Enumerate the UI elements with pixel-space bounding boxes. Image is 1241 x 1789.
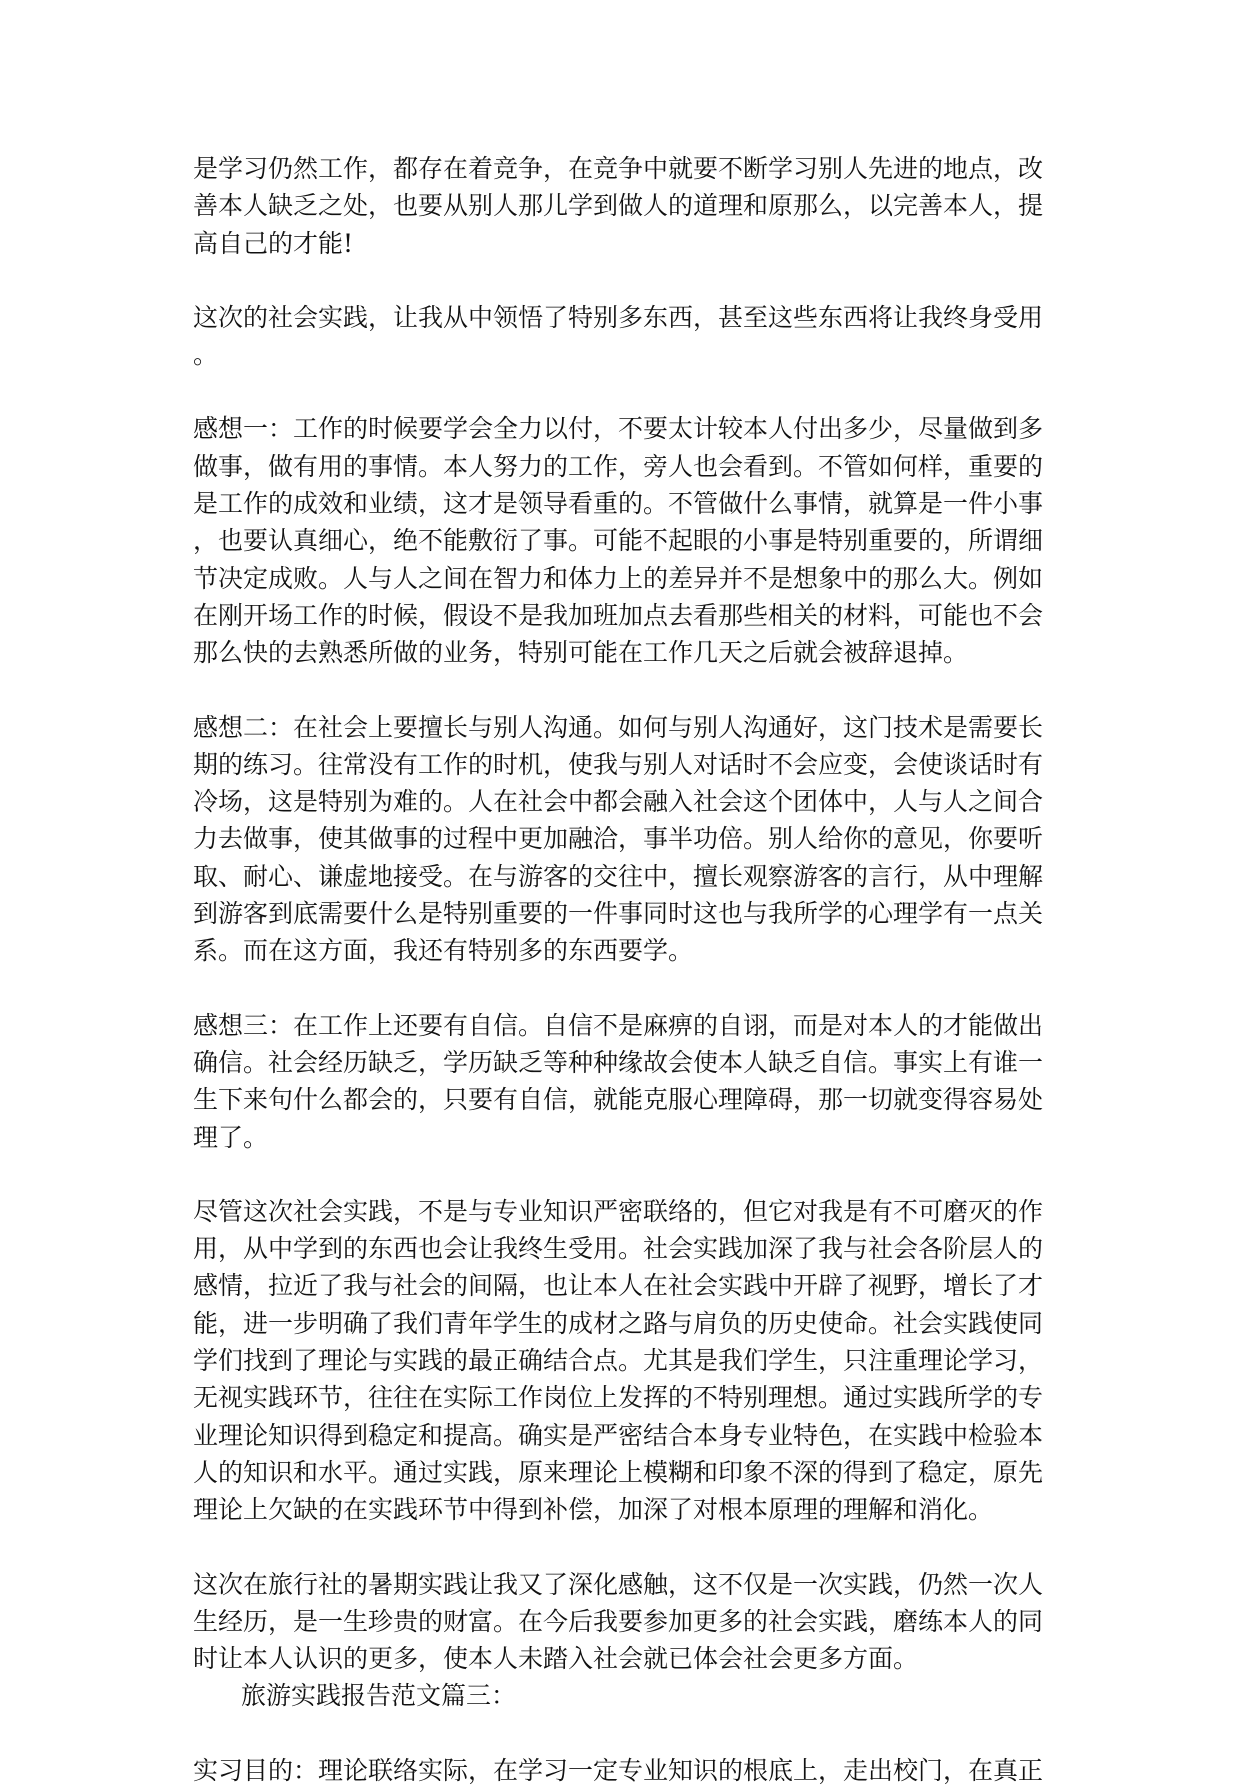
paragraph-reflection-three: 感想三：在工作上还要有自信。自信不是麻痹的自诩，而是对本人的才能做出确信。社会经历缺乏，学历缺乏等种种缘故会使本人缺乏自信。事实上有谁一生下来句什么都会的，只要有自信，就能克服心理障碍，那一切就变得容易处理了。 [193,1010,1044,1152]
paragraph-intro-continued: 是学习仍然工作，都存在着竞争，在竞争中就要不断学习别人先进的地点，改善本人缺乏之处，也要从别人那儿学到做人的道理和原那么，以完善本人，提高自己的才能! [193,154,1044,258]
paragraph-conclusion: 这次在旅行社的暑期实践让我又了深化感触，这不仅是一次实践，仍然一次人生经历，是一生珍贵的财富。在今后我要参加更多的社会实践，磨练本人的同时让本人认识的更多，使本人未踏入社会就已体会社会更多方面。 [193,1569,1044,1674]
paragraph-social-practice: 这次的社会实践，让我从中领悟了特别多东西，甚至这些东西将让我终身受用。 [193,302,1044,370]
document-page [193,150,1043,1789]
paragraph-reflection-two: 感想二：在社会上要擅长与别人沟通。如何与别人沟通好，这门技术是需要长期的练习。往常没有工作的时机，使我与别人对话时不会应变，会使谈话时有冷场，这是特别为难的。人在社会中都会融入社会这个团体中，人与人之间合力去做事，使其做事的过程中更加融洽，事半功倍。别人给你的意见，你要听取、耐心、谦虚地接受。在与游客的交往中，擅长观察游客的言行，从中理解到游客到底需要什么是特别重要的一件事同时这也与我所学的心理学有一点关系。而在这方面，我还有特别多的东西要学。 [193,712,1044,966]
paragraph-reflection-one: 感想一：工作的时候要学会全力以付，不要太计较本人付出多少，尽量做到多做事，做有用的事情。本人努力的工作，旁人也会看到。不管如何样，重要的是工作的成效和业绩，这才是领导看重的。不管做什么事情，就算是一件小事，也要认真细心，绝不能敷衍了事。可能不起眼的小事是特别重要的，所谓细节决定成败。人与人之间在智力和体力上的差异并不是想象中的那么大。例如在刚开场工作的时候，假设不是我加班加点去看那些相关的材料，可能也不会那么快的去熟悉所做的业务，特别可能在工作几天之后就会被辞退掉。 [193,414,1044,668]
paragraph-summary: 尽管这次社会实践，不是与专业知识严密联络的，但它对我是有不可磨灭的作用，从中学到的东西也会让我终生受用。社会实践加深了我与社会各阶层人的感情，拉近了我与社会的间隔，也让本人在社会实践中开辟了视野，增长了才能，进一步明确了我们青年学生的成材之路与肩负的历史使命。社会实践使同学们找到了理论与实践的最正确结合点。尤其是我们学生，只注重理论学习，无视实践环节，往往在实际工作岗位上发挥的不特别理想。通过实践所学的专业理论知识得到稳定和提高。确实是严密结合本身专业特色，在实践中检验本人的知识和水平。通过实践，原来理论上模糊和印象不深的得到了稳定，原先理论上欠缺的在实践环节中得到补偿，加深了对根本原理的理解和消化。 [193,1196,1044,1525]
paragraph-internship-purpose: 实习目的：理论联络实际，在学习一定专业知识的根底上，走出校门，在真正 [193,1755,1044,1785]
section-subheading: 旅游实践报告范文篇三： [241,1681,517,1711]
